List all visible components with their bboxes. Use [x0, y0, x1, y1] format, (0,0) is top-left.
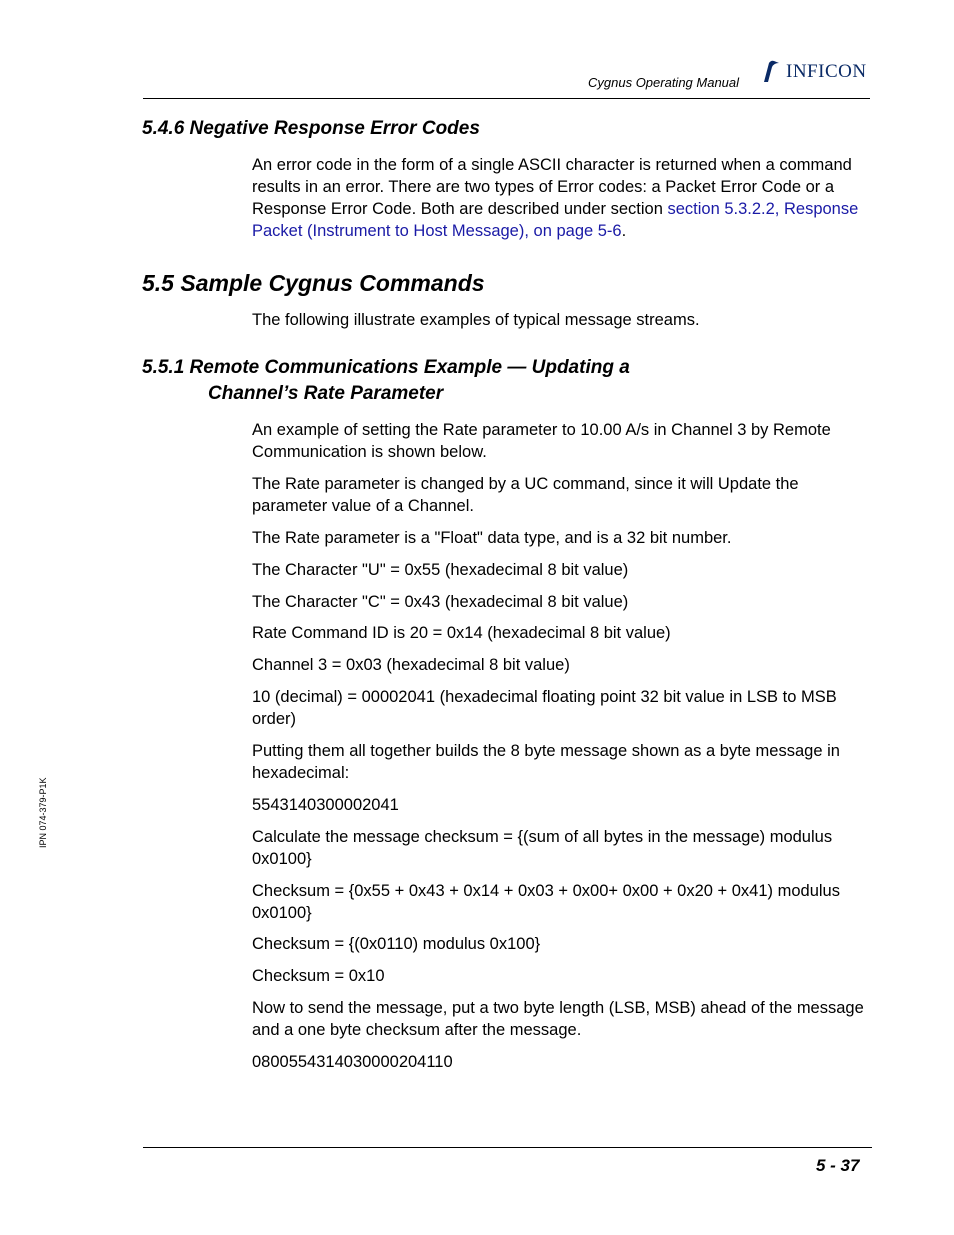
- document-id-label: IPN 074-379-P1K: [38, 777, 48, 848]
- body-paragraph: Checksum = {0x55 + 0x43 + 0x14 + 0x03 + 0x00+ 0x00 + 0x20 + 0x41) modulus 0x0100}: [252, 882, 840, 922]
- cross-reference-link[interactable]: section 5.3.2.2, Response Packet (Instrument to Host Message), on page 5-6: [252, 200, 859, 240]
- body-paragraph: Calculate the message checksum = {(sum of all bytes in the message) modulus 0x0100}: [252, 828, 833, 868]
- section-546-heading: 5.4.6 Negative Response Error Codes: [142, 118, 480, 139]
- body-paragraph: Checksum = {(0x0110) modulus 0x100}: [252, 935, 541, 953]
- hex-message-with-checksum: 0800554314030000204110: [252, 1053, 453, 1071]
- body-paragraph: Channel 3 = 0x03 (hexadecimal 8 bit value): [252, 656, 570, 674]
- body-paragraph: 10 (decimal) = 00002041 (hexadecimal floating point 32 bit value in LSB to MSB order): [252, 688, 837, 728]
- section-546-paragraph: [252, 154, 872, 242]
- body-paragraph: Rate Command ID is 20 = 0x14 (hexadecimal 8 bit value): [252, 624, 671, 642]
- page-number: 5 - 37: [816, 1156, 860, 1175]
- hex-message: 5543140300002041: [252, 796, 399, 814]
- section-55-heading: 5.5 Sample Cygnus Commands: [142, 270, 485, 296]
- body-paragraph: The Rate parameter is a "Float" data type, and is a 32 bit number.: [252, 529, 732, 547]
- body-paragraph: Putting them all together builds the 8 byte message shown as a byte message in hexadecimal:: [252, 742, 840, 782]
- body-paragraph: The Character "C" = 0x43 (hexadecimal 8 bit value): [252, 593, 629, 611]
- section-55-intro: The following illustrate examples of typical message streams.: [252, 311, 700, 329]
- body-paragraph: The Rate parameter is changed by a UC command, since it will Update the parameter value of a Channel.: [252, 475, 799, 515]
- section-546-text: An error code in the form of a single ASCII character is returned when a command results in an error. There are two types of Error codes: a Packet Error Code or a Response Error Code. Both are described under section: [252, 156, 852, 218]
- section-551-heading-line1: 5.5.1 Remote Communications Example — Updating a: [142, 357, 630, 378]
- body-paragraph: The Character "U" = 0x55 (hexadecimal 8 bit value): [252, 561, 629, 579]
- inficon-logo: [760, 59, 872, 85]
- header-rule: [143, 98, 870, 99]
- section-546-text-end: .: [621, 222, 627, 240]
- body-paragraph: An example of setting the Rate parameter to 10.00 A/s in Channel 3 by Remote Communication is shown below.: [252, 421, 831, 461]
- body-paragraph: Checksum = 0x10: [252, 967, 385, 985]
- inficon-swoosh-icon: [760, 60, 782, 84]
- body-paragraph: Now to send the message, put a two byte length (LSB, MSB) ahead of the message and a one byte checksum after the message.: [252, 999, 864, 1039]
- footer-rule: [143, 1147, 872, 1148]
- running-header-title: Cygnus Operating Manual: [588, 75, 740, 90]
- section-551-heading-line2: Channel’s Rate Parameter: [208, 383, 444, 404]
- logo-text: INFICON: [786, 61, 867, 82]
